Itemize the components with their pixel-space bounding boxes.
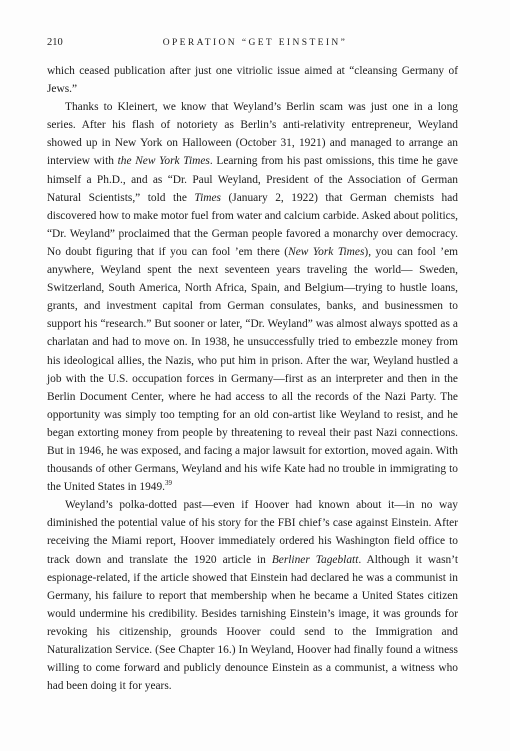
paragraph-2-title-times: Times <box>194 191 221 204</box>
running-head: OPERATION “GET EINSTEIN” <box>162 38 348 48</box>
paragraph-2-text-c: . Learning from his past omissions, this time he gave himself a Ph.D., and as “Dr. Paul Weyland, President of the Association of German Natural Scientists,” told the <box>47 155 458 204</box>
page-number: 210 <box>47 37 63 48</box>
paragraph-2-text-g: ), you can fool ’em anywhere, Weyland spent the next seventeen years traveling the world— Sweden, Switzerland, South America, North Africa, Spain, and Belgium—trying to hustle loans, grants, and investment capital from German consulates, banks, and businessmen to support his “research.” But sooner or later, “Dr. Weyland” was almost always spotted as a charlatan and had to move on. In 1938, he unsuccessfully tried to embezzle money from his ideological allies, the Nazis, who put him in prison. After the war, Weyland hustled a job with the U.S. occupation forces in Germany—first as an interpreter and then in the Berlin Document Center, where he had access to all the records of the Nazi Party. The opportunity was simply too tempting for an old con-artist like Weyland to resist, and he began extorting money from people by threatening to reveal their past Nazi connections. But in 1946, he was exposed, and facing a major lawsuit for extortion, moved again. With thousands of other Germans, Weyland and his wife Kate had no trouble in immigrating to the United States in 1949. <box>47 245 458 494</box>
paragraph-2-text-a: Thanks to Kleinert, we know that Weyland’s Berlin scam was just one in a long series. After his flash of notoriety as Berlin’s anti-relativity entrepreneur, Weyland showed up in New York on Halloween (October 31, 1921) and managed to arrange an interview with <box>47 101 458 168</box>
paragraph-2-text-e: (January 2, 1922) that German chemists had discovered how to make motor fuel from water and calcium carbide. Asked about politics, “Dr. Weyland” proclaimed that the German people favored a monarchy over democracy. No doubt figuring that if you can fool ’em there ( <box>47 191 458 258</box>
paragraph-3-text-a: Weyland’s polka-dotted past—even if Hoover had known about it—in no way diminished the potential value of his story for the FBI chief’s case against Einstein. After receiving the Miami report, Hoover immediately ordered his Washington field office to track down and translate the 1920 article in <box>47 499 458 566</box>
paragraph-2-title-nyt: the New York Times <box>117 155 210 168</box>
paragraph-1: which ceased publication after just one vitriolic issue aimed at “cleansing Germany of Jews.” <box>47 65 458 96</box>
footnote-ref-39: 39 <box>165 479 173 488</box>
paragraph-3-title-berliner-tageblatt: Berliner Tageblatt <box>271 553 359 566</box>
page-header <box>40 36 470 50</box>
body-text <box>47 62 458 695</box>
paragraph-3 <box>47 496 458 695</box>
paragraph-2-title-new-york-times: New York Times <box>288 245 365 258</box>
paragraph-3-text-c: . Although it wasn’t espionage-related, if the article showed that Einstein had declared he was a communist in Germany, his failure to report that membership when he became a United States citizen would undermine his credibility. Besides tarnishing Einstein’s image, it was grounds for revoking his citizenship, grounds Hoover could send to the Immigration and Naturalization Service. (See Chapter 16.) In Weyland, Hoover had finally found a witness willing to come forward and publicly denounce Einstein as a communist, a witness who had been doing it for years. <box>47 553 458 693</box>
paragraph-2 <box>47 98 458 496</box>
